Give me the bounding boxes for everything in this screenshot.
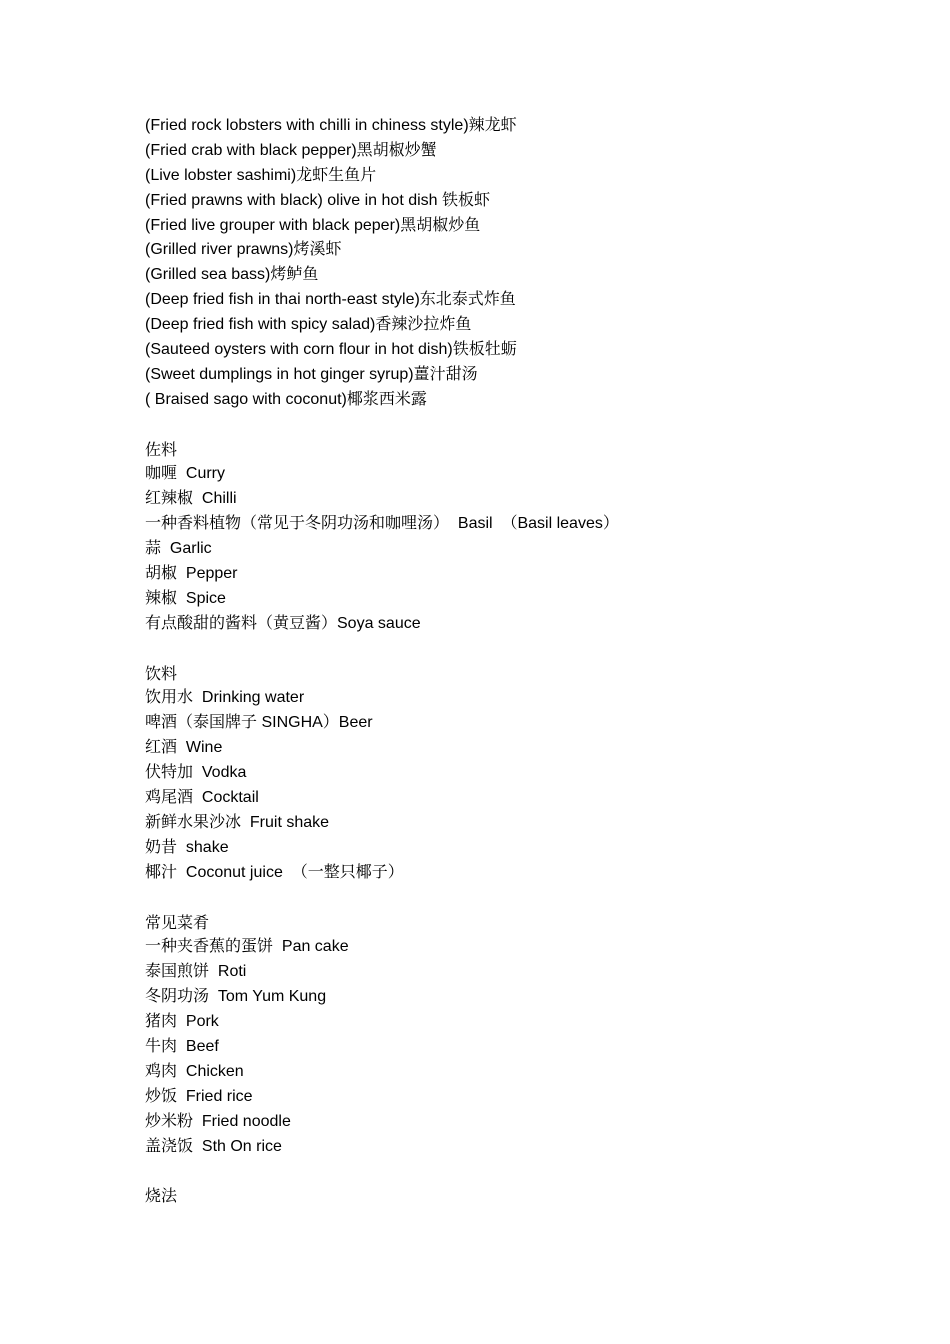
dish-item: (Sauteed oysters with corn flour in hot dish)铁板牡蛎 <box>145 341 517 359</box>
blank-line <box>145 413 905 438</box>
dish-item: (Fried prawns with black) olive in hot dish 铁板虾 <box>145 191 491 209</box>
dish-item: (Fried live grouper with black peper)黑胡椒炒鱼 <box>145 216 481 234</box>
condiment-item: 蒜 Garlic <box>145 540 212 558</box>
common-dish-item: 牛肉 Beef <box>145 1037 219 1055</box>
condiment-item: 红辣椒 Chilli <box>145 490 237 508</box>
section-heading-condiments: 佐料 <box>145 439 178 459</box>
condiment-item: 咖喱 Curry <box>145 465 226 483</box>
common-dishes-section <box>145 911 905 1160</box>
drink-item: 奶昔 shake <box>145 838 229 856</box>
dish-item: (Fried rock lobsters with chilli in chiness style)辣龙虾 <box>145 117 517 134</box>
blank-line <box>145 637 905 662</box>
common-dish-item: 炒米粉 Fried noodle <box>145 1112 291 1130</box>
document-page <box>145 114 905 1209</box>
section-heading-common-dishes: 常见菜肴 <box>145 912 210 932</box>
cooking-methods-section <box>145 1184 905 1209</box>
common-dish-item: 炒饭 Fried rice <box>145 1087 253 1105</box>
condiment-item: 胡椒 Pepper <box>145 565 238 583</box>
condiment-item: 一种香料植物（常见于冬阴功汤和咖哩汤） Basil （Basil leaves） <box>145 515 619 533</box>
condiment-item: 有点酸甜的酱料（黄豆酱）Soya sauce <box>145 614 421 632</box>
common-dish-item: 冬阴功汤 Tom Yum Kung <box>145 988 327 1006</box>
dish-item: (Deep fried fish with spicy salad)香辣沙拉炸鱼 <box>145 316 472 334</box>
drink-item: 饮用水 Drinking water <box>145 689 305 707</box>
drink-item: 啤酒（泰国牌子 SINGHA）Beer <box>145 714 373 732</box>
blank-line <box>145 1159 905 1184</box>
drink-item: 伏特加 Vodka <box>145 764 247 782</box>
dish-item: (Sweet dumplings in hot ginger syrup)薑汁甜汤 <box>145 365 478 383</box>
dish-item: (Fried crab with black pepper)黑胡椒炒蟹 <box>145 141 437 159</box>
dish-item: ( Braised sago with coconut)椰浆西米露 <box>145 390 427 408</box>
common-dish-item: 一种夹香蕉的蛋饼 Pan cake <box>145 938 349 956</box>
common-dish-item: 泰国煎饼 Roti <box>145 963 247 981</box>
drink-item: 新鲜水果沙冰 Fruit shake <box>145 813 330 831</box>
dish-item: (Grilled sea bass)烤鲈鱼 <box>145 266 319 284</box>
blank-line <box>145 886 905 911</box>
section-heading-cooking-methods: 烧法 <box>145 1186 178 1206</box>
dish-item: (Live lobster sashimi)龙虾生鱼片 <box>145 166 377 184</box>
condiments-section <box>145 438 905 637</box>
drink-item: 红酒 Wine <box>145 739 223 757</box>
drink-item: 鸡尾酒 Cocktail <box>145 789 259 807</box>
dish-list <box>145 114 905 413</box>
drinks-section <box>145 662 905 886</box>
condiment-item: 辣椒 Spice <box>145 589 226 607</box>
common-dish-item: 猪肉 Pork <box>145 1013 219 1031</box>
common-dish-item: 鸡肉 Chicken <box>145 1062 244 1080</box>
dish-item: (Deep fried fish in thai north-east style)东北泰式炸鱼 <box>145 291 516 309</box>
section-heading-drinks: 饮料 <box>145 663 178 683</box>
common-dish-item: 盖浇饭 Sth On rice <box>145 1137 282 1155</box>
drink-item: 椰汁 Coconut juice （一整只椰子） <box>145 863 404 881</box>
dish-item: (Grilled river prawns)烤溪虾 <box>145 241 342 259</box>
